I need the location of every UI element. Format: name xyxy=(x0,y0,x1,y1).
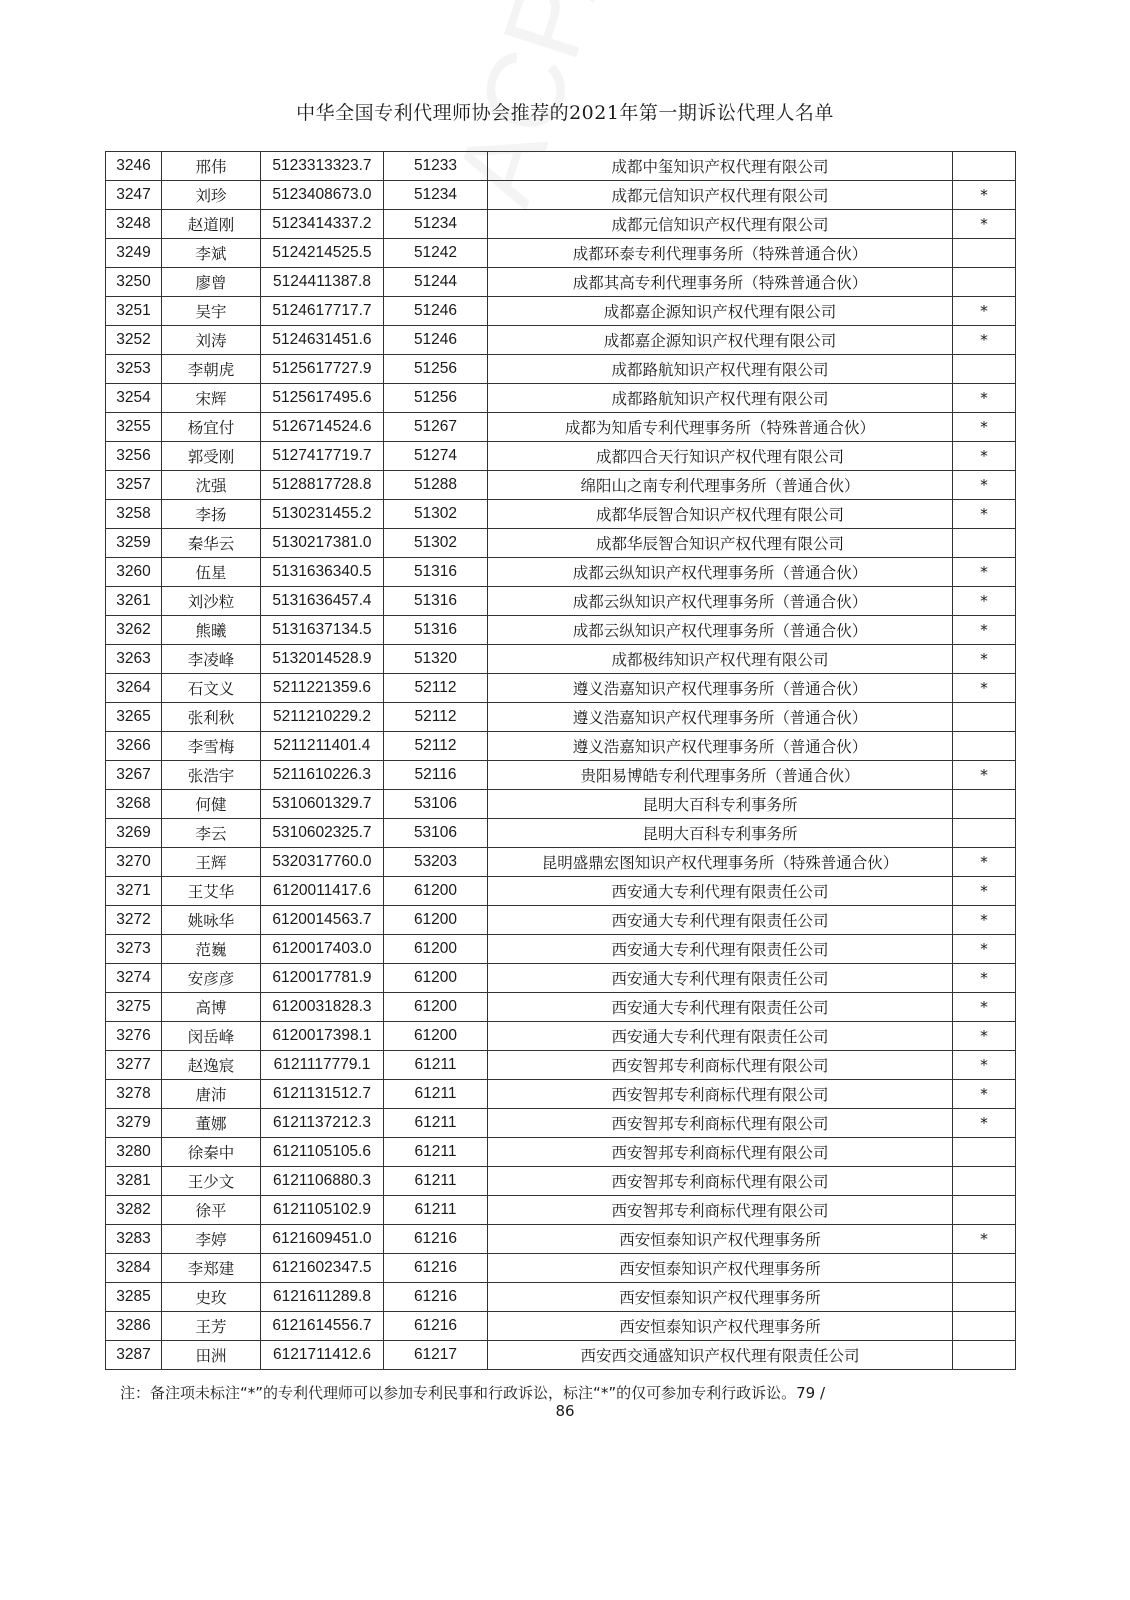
agency-name: 西安通大专利代理有限责任公司 xyxy=(488,964,953,993)
agent-name: 李扬 xyxy=(162,500,261,529)
agency-code: 61216 xyxy=(384,1283,488,1312)
table-row xyxy=(106,297,1016,326)
agency-code: 52112 xyxy=(384,732,488,761)
remark-mark xyxy=(953,790,1016,819)
agency-code: 51302 xyxy=(384,529,488,558)
row-number: 3268 xyxy=(106,790,162,819)
agent-name: 张利秋 xyxy=(162,703,261,732)
table-row xyxy=(106,732,1016,761)
certificate-number: 5127417719.7 xyxy=(261,442,384,471)
certificate-number: 5124631451.6 xyxy=(261,326,384,355)
agent-name: 范巍 xyxy=(162,935,261,964)
table-row xyxy=(106,152,1016,181)
agent-name: 王艾华 xyxy=(162,877,261,906)
remark-mark xyxy=(953,703,1016,732)
table-row xyxy=(106,239,1016,268)
agency-code: 61200 xyxy=(384,906,488,935)
agency-name: 西安通大专利代理有限责任公司 xyxy=(488,1022,953,1051)
agency-name: 成都云纵知识产权代理事务所（普通合伙） xyxy=(488,616,953,645)
agency-name: 成都四合天行知识产权代理有限公司 xyxy=(488,442,953,471)
certificate-number: 6121105105.6 xyxy=(261,1138,384,1167)
agency-code: 61200 xyxy=(384,964,488,993)
agent-name: 刘珍 xyxy=(162,181,261,210)
page-total: 86 xyxy=(555,1402,575,1420)
agent-name: 李凌峰 xyxy=(162,645,261,674)
table-row xyxy=(106,877,1016,906)
table-row xyxy=(106,413,1016,442)
row-number: 3279 xyxy=(106,1109,162,1138)
agency-code: 51234 xyxy=(384,210,488,239)
remark-mark xyxy=(953,1138,1016,1167)
certificate-number: 6121711412.6 xyxy=(261,1341,384,1370)
agency-name: 成都其高专利代理事务所（特殊普通合伙） xyxy=(488,268,953,297)
row-number: 3249 xyxy=(106,239,162,268)
certificate-number: 6121614556.7 xyxy=(261,1312,384,1341)
certificate-number: 6121117779.1 xyxy=(261,1051,384,1080)
agent-name: 熊曦 xyxy=(162,616,261,645)
agency-code: 51233 xyxy=(384,152,488,181)
agency-code: 51242 xyxy=(384,239,488,268)
agent-name: 王辉 xyxy=(162,848,261,877)
table-row xyxy=(106,964,1016,993)
row-number: 3285 xyxy=(106,1283,162,1312)
certificate-number: 6120017403.0 xyxy=(261,935,384,964)
row-number: 3267 xyxy=(106,761,162,790)
agency-name: 西安恒泰知识产权代理事务所 xyxy=(488,1283,953,1312)
footnote: 注：备注项未标注“*”的专利代理师可以参加专利民事和行政诉讼，标注“*”的仅可参加专利行政诉讼。79 / xyxy=(120,1384,825,1402)
agency-name: 成都云纵知识产权代理事务所（普通合伙） xyxy=(488,558,953,587)
row-number: 3287 xyxy=(106,1341,162,1370)
agent-name: 何健 xyxy=(162,790,261,819)
row-number: 3248 xyxy=(106,210,162,239)
agent-name: 廖曾 xyxy=(162,268,261,297)
table-row xyxy=(106,587,1016,616)
agent-name: 赵逸宸 xyxy=(162,1051,261,1080)
remark-mark: * xyxy=(953,761,1016,790)
agency-name: 西安智邦专利商标代理有限公司 xyxy=(488,1051,953,1080)
remark-mark xyxy=(953,1283,1016,1312)
row-number: 3275 xyxy=(106,993,162,1022)
certificate-number: 5125617727.9 xyxy=(261,355,384,384)
agent-name: 李雪梅 xyxy=(162,732,261,761)
agency-name: 西安恒泰知识产权代理事务所 xyxy=(488,1254,953,1283)
remark-mark: * xyxy=(953,500,1016,529)
agent-name: 史玫 xyxy=(162,1283,261,1312)
remark-mark: * xyxy=(953,877,1016,906)
agent-name: 李朝虎 xyxy=(162,355,261,384)
agent-name: 田洲 xyxy=(162,1341,261,1370)
table-row xyxy=(106,268,1016,297)
agency-code: 51256 xyxy=(384,355,488,384)
agency-name: 成都路航知识产权代理有限公司 xyxy=(488,384,953,413)
row-number: 3252 xyxy=(106,326,162,355)
agency-name: 西安智邦专利商标代理有限公司 xyxy=(488,1080,953,1109)
agent-name: 董娜 xyxy=(162,1109,261,1138)
certificate-number: 5211210229.2 xyxy=(261,703,384,732)
agency-code: 51316 xyxy=(384,616,488,645)
table-row xyxy=(106,993,1016,1022)
agency-code: 61216 xyxy=(384,1225,488,1254)
table-row xyxy=(106,935,1016,964)
agency-code: 51246 xyxy=(384,326,488,355)
row-number: 3276 xyxy=(106,1022,162,1051)
row-number: 3272 xyxy=(106,906,162,935)
certificate-number: 5211610226.3 xyxy=(261,761,384,790)
certificate-number: 6121105102.9 xyxy=(261,1196,384,1225)
table-row xyxy=(106,384,1016,413)
remark-mark xyxy=(953,1196,1016,1225)
table-row xyxy=(106,645,1016,674)
remark-mark xyxy=(953,529,1016,558)
table-row xyxy=(106,616,1016,645)
remark-mark: * xyxy=(953,471,1016,500)
row-number: 3278 xyxy=(106,1080,162,1109)
agency-code: 53203 xyxy=(384,848,488,877)
agency-name: 成都元信知识产权代理有限公司 xyxy=(488,210,953,239)
certificate-number: 5131637134.5 xyxy=(261,616,384,645)
agent-table-body xyxy=(106,152,1016,1370)
agent-name: 徐平 xyxy=(162,1196,261,1225)
row-number: 3251 xyxy=(106,297,162,326)
agency-code: 61217 xyxy=(384,1341,488,1370)
remark-mark: * xyxy=(953,210,1016,239)
certificate-number: 6121137212.3 xyxy=(261,1109,384,1138)
agency-code: 61200 xyxy=(384,877,488,906)
agency-name: 成都嘉企源知识产权代理有限公司 xyxy=(488,297,953,326)
remark-mark: * xyxy=(953,297,1016,326)
agency-name: 昆明大百科专利事务所 xyxy=(488,819,953,848)
agent-name: 郭受刚 xyxy=(162,442,261,471)
certificate-number: 5320317760.0 xyxy=(261,848,384,877)
row-number: 3274 xyxy=(106,964,162,993)
agency-code: 51267 xyxy=(384,413,488,442)
row-number: 3286 xyxy=(106,1312,162,1341)
agent-name: 王少文 xyxy=(162,1167,261,1196)
certificate-number: 6121131512.7 xyxy=(261,1080,384,1109)
certificate-number: 5123408673.0 xyxy=(261,181,384,210)
remark-mark: * xyxy=(953,326,1016,355)
agent-name: 秦华云 xyxy=(162,529,261,558)
table-row xyxy=(106,1167,1016,1196)
agent-name: 徐秦中 xyxy=(162,1138,261,1167)
agency-code: 52112 xyxy=(384,674,488,703)
table-row xyxy=(106,1138,1016,1167)
table-row xyxy=(106,1225,1016,1254)
remark-mark: * xyxy=(953,181,1016,210)
table-row xyxy=(106,1196,1016,1225)
row-number: 3277 xyxy=(106,1051,162,1080)
agent-name: 石文义 xyxy=(162,674,261,703)
agency-code: 51316 xyxy=(384,558,488,587)
remark-mark xyxy=(953,239,1016,268)
certificate-number: 5123414337.2 xyxy=(261,210,384,239)
agency-code: 61216 xyxy=(384,1254,488,1283)
agency-code: 61211 xyxy=(384,1051,488,1080)
row-number: 3250 xyxy=(106,268,162,297)
agency-name: 成都元信知识产权代理有限公司 xyxy=(488,181,953,210)
row-number: 3280 xyxy=(106,1138,162,1167)
agency-code: 61211 xyxy=(384,1167,488,1196)
table-row xyxy=(106,790,1016,819)
table-row xyxy=(106,355,1016,384)
table-row xyxy=(106,1341,1016,1370)
certificate-number: 6121602347.5 xyxy=(261,1254,384,1283)
table-row xyxy=(106,471,1016,500)
row-number: 3261 xyxy=(106,587,162,616)
agent-name: 吴宇 xyxy=(162,297,261,326)
agent-name: 李云 xyxy=(162,819,261,848)
row-number: 3284 xyxy=(106,1254,162,1283)
remark-mark: * xyxy=(953,616,1016,645)
row-number: 3256 xyxy=(106,442,162,471)
table-row xyxy=(106,500,1016,529)
table-row xyxy=(106,442,1016,471)
agent-name: 沈强 xyxy=(162,471,261,500)
page-title: 中华全国专利代理师协会推荐的2021年第一期诉讼代理人名单 xyxy=(296,102,834,124)
table-row xyxy=(106,558,1016,587)
certificate-number: 5126714524.6 xyxy=(261,413,384,442)
agency-name: 昆明盛鼎宏图知识产权代理事务所（特殊普通合伙） xyxy=(488,848,953,877)
row-number: 3253 xyxy=(106,355,162,384)
row-number: 3281 xyxy=(106,1167,162,1196)
row-number: 3255 xyxy=(106,413,162,442)
table-row xyxy=(106,1080,1016,1109)
agency-name: 西安通大专利代理有限责任公司 xyxy=(488,877,953,906)
certificate-number: 5124617717.7 xyxy=(261,297,384,326)
row-number: 3273 xyxy=(106,935,162,964)
remark-mark xyxy=(953,732,1016,761)
remark-mark xyxy=(953,819,1016,848)
row-number: 3246 xyxy=(106,152,162,181)
agency-code: 61200 xyxy=(384,1022,488,1051)
remark-mark: * xyxy=(953,993,1016,1022)
agency-name: 成都极纬知识产权代理有限公司 xyxy=(488,645,953,674)
certificate-number: 6121609451.0 xyxy=(261,1225,384,1254)
certificate-number: 5310602325.7 xyxy=(261,819,384,848)
agent-name: 赵道刚 xyxy=(162,210,261,239)
row-number: 3270 xyxy=(106,848,162,877)
table-row xyxy=(106,326,1016,355)
row-number: 3257 xyxy=(106,471,162,500)
agency-name: 西安通大专利代理有限责任公司 xyxy=(488,906,953,935)
agent-name: 刘沙粒 xyxy=(162,587,261,616)
remark-mark: * xyxy=(953,1022,1016,1051)
agency-name: 西安智邦专利商标代理有限公司 xyxy=(488,1138,953,1167)
agent-name: 闵岳峰 xyxy=(162,1022,261,1051)
certificate-number: 5130231455.2 xyxy=(261,500,384,529)
table-row xyxy=(106,1254,1016,1283)
agency-code: 61211 xyxy=(384,1138,488,1167)
certificate-number: 5124214525.5 xyxy=(261,239,384,268)
agency-code: 61200 xyxy=(384,993,488,1022)
agency-code: 61211 xyxy=(384,1196,488,1225)
row-number: 3262 xyxy=(106,616,162,645)
agency-name: 西安西交通盛知识产权代理有限责任公司 xyxy=(488,1341,953,1370)
agency-name: 遵义浩嘉知识产权代理事务所（普通合伙） xyxy=(488,732,953,761)
remark-mark xyxy=(953,1167,1016,1196)
remark-mark: * xyxy=(953,1225,1016,1254)
row-number: 3260 xyxy=(106,558,162,587)
table-row xyxy=(106,1051,1016,1080)
remark-mark: * xyxy=(953,906,1016,935)
agency-name: 西安恒泰知识产权代理事务所 xyxy=(488,1225,953,1254)
agency-code: 53106 xyxy=(384,790,488,819)
certificate-number: 5211211401.4 xyxy=(261,732,384,761)
agency-name: 遵义浩嘉知识产权代理事务所（普通合伙） xyxy=(488,703,953,732)
table-row xyxy=(106,1283,1016,1312)
certificate-number: 5211221359.6 xyxy=(261,674,384,703)
agent-name: 杨宜付 xyxy=(162,413,261,442)
remark-mark: * xyxy=(953,935,1016,964)
agency-name: 西安智邦专利商标代理有限公司 xyxy=(488,1109,953,1138)
table-row xyxy=(106,761,1016,790)
table-row xyxy=(106,1022,1016,1051)
agency-code: 51320 xyxy=(384,645,488,674)
table-row xyxy=(106,1312,1016,1341)
agency-code: 61200 xyxy=(384,935,488,964)
remark-mark: * xyxy=(953,645,1016,674)
agency-name: 西安智邦专利商标代理有限公司 xyxy=(488,1196,953,1225)
row-number: 3283 xyxy=(106,1225,162,1254)
certificate-number: 6120014563.7 xyxy=(261,906,384,935)
remark-mark: * xyxy=(953,964,1016,993)
agency-code: 51234 xyxy=(384,181,488,210)
agency-code: 61211 xyxy=(384,1080,488,1109)
certificate-number: 6120031828.3 xyxy=(261,993,384,1022)
table-row xyxy=(106,703,1016,732)
agency-name: 昆明大百科专利事务所 xyxy=(488,790,953,819)
agency-code: 51302 xyxy=(384,500,488,529)
row-number: 3266 xyxy=(106,732,162,761)
agency-name: 西安智邦专利商标代理有限公司 xyxy=(488,1167,953,1196)
agency-name: 西安通大专利代理有限责任公司 xyxy=(488,993,953,1022)
remark-mark: * xyxy=(953,587,1016,616)
row-number: 3269 xyxy=(106,819,162,848)
agency-name: 成都环泰专利代理事务所（特殊普通合伙） xyxy=(488,239,953,268)
table-row xyxy=(106,906,1016,935)
row-number: 3259 xyxy=(106,529,162,558)
row-number: 3254 xyxy=(106,384,162,413)
row-number: 3258 xyxy=(106,500,162,529)
agency-code: 61211 xyxy=(384,1109,488,1138)
agency-name: 西安恒泰知识产权代理事务所 xyxy=(488,1312,953,1341)
agency-name: 成都路航知识产权代理有限公司 xyxy=(488,355,953,384)
agency-code: 51244 xyxy=(384,268,488,297)
certificate-number: 6121106880.3 xyxy=(261,1167,384,1196)
agent-name: 唐沛 xyxy=(162,1080,261,1109)
agency-code: 51274 xyxy=(384,442,488,471)
remark-mark: * xyxy=(953,848,1016,877)
agent-name: 邢伟 xyxy=(162,152,261,181)
row-number: 3265 xyxy=(106,703,162,732)
agency-name: 贵阳易博皓专利代理事务所（普通合伙） xyxy=(488,761,953,790)
remark-mark xyxy=(953,1341,1016,1370)
agency-name: 绵阳山之南专利代理事务所（普通合伙） xyxy=(488,471,953,500)
certificate-number: 5128817728.8 xyxy=(261,471,384,500)
agent-name: 张浩宇 xyxy=(162,761,261,790)
remark-mark: * xyxy=(953,442,1016,471)
agency-code: 51246 xyxy=(384,297,488,326)
agency-name: 成都云纵知识产权代理事务所（普通合伙） xyxy=(488,587,953,616)
agency-name: 成都为知盾专利代理事务所（特殊普通合伙） xyxy=(488,413,953,442)
certificate-number: 5131636457.4 xyxy=(261,587,384,616)
agency-code: 52116 xyxy=(384,761,488,790)
agent-name: 安彦彦 xyxy=(162,964,261,993)
agency-code: 51316 xyxy=(384,587,488,616)
remark-mark: * xyxy=(953,1109,1016,1138)
remark-mark: * xyxy=(953,384,1016,413)
certificate-number: 5132014528.9 xyxy=(261,645,384,674)
agent-name: 刘涛 xyxy=(162,326,261,355)
agent-name: 李郑建 xyxy=(162,1254,261,1283)
remark-mark xyxy=(953,152,1016,181)
row-number: 3282 xyxy=(106,1196,162,1225)
agent-name: 李婷 xyxy=(162,1225,261,1254)
certificate-number: 5130217381.0 xyxy=(261,529,384,558)
row-number: 3271 xyxy=(106,877,162,906)
table-row xyxy=(106,529,1016,558)
agent-name: 王芳 xyxy=(162,1312,261,1341)
agent-name: 高博 xyxy=(162,993,261,1022)
row-number: 3264 xyxy=(106,674,162,703)
agent-name: 李斌 xyxy=(162,239,261,268)
certificate-number: 6120011417.6 xyxy=(261,877,384,906)
remark-mark xyxy=(953,355,1016,384)
row-number: 3263 xyxy=(106,645,162,674)
table-row xyxy=(106,1109,1016,1138)
remark-mark: * xyxy=(953,1080,1016,1109)
certificate-number: 5131636340.5 xyxy=(261,558,384,587)
agency-name: 成都华辰智合知识产权代理有限公司 xyxy=(488,529,953,558)
agent-name: 宋辉 xyxy=(162,384,261,413)
table-row xyxy=(106,210,1016,239)
remark-mark: * xyxy=(953,413,1016,442)
agency-name: 遵义浩嘉知识产权代理事务所（普通合伙） xyxy=(488,674,953,703)
certificate-number: 5124411387.8 xyxy=(261,268,384,297)
agent-name: 姚咏华 xyxy=(162,906,261,935)
remark-mark xyxy=(953,1254,1016,1283)
row-number: 3247 xyxy=(106,181,162,210)
remark-mark xyxy=(953,1312,1016,1341)
agent-table xyxy=(105,151,1016,1370)
agent-name: 伍星 xyxy=(162,558,261,587)
agency-code: 53106 xyxy=(384,819,488,848)
certificate-number: 6120017781.9 xyxy=(261,964,384,993)
agency-code: 51256 xyxy=(384,384,488,413)
table-row xyxy=(106,819,1016,848)
table-row xyxy=(106,674,1016,703)
agency-name: 西安通大专利代理有限责任公司 xyxy=(488,935,953,964)
remark-mark xyxy=(953,268,1016,297)
agency-code: 61216 xyxy=(384,1312,488,1341)
agency-code: 52112 xyxy=(384,703,488,732)
certificate-number: 6120017398.1 xyxy=(261,1022,384,1051)
agency-name: 成都中玺知识产权代理有限公司 xyxy=(488,152,953,181)
certificate-number: 5123313323.7 xyxy=(261,152,384,181)
certificate-number: 5125617495.6 xyxy=(261,384,384,413)
agency-name: 成都华辰智合知识产权代理有限公司 xyxy=(488,500,953,529)
certificate-number: 6121611289.8 xyxy=(261,1283,384,1312)
remark-mark: * xyxy=(953,1051,1016,1080)
certificate-number: 5310601329.7 xyxy=(261,790,384,819)
agency-code: 51288 xyxy=(384,471,488,500)
remark-mark: * xyxy=(953,674,1016,703)
table-row xyxy=(106,848,1016,877)
agency-name: 成都嘉企源知识产权代理有限公司 xyxy=(488,326,953,355)
remark-mark: * xyxy=(953,558,1016,587)
table-row xyxy=(106,181,1016,210)
